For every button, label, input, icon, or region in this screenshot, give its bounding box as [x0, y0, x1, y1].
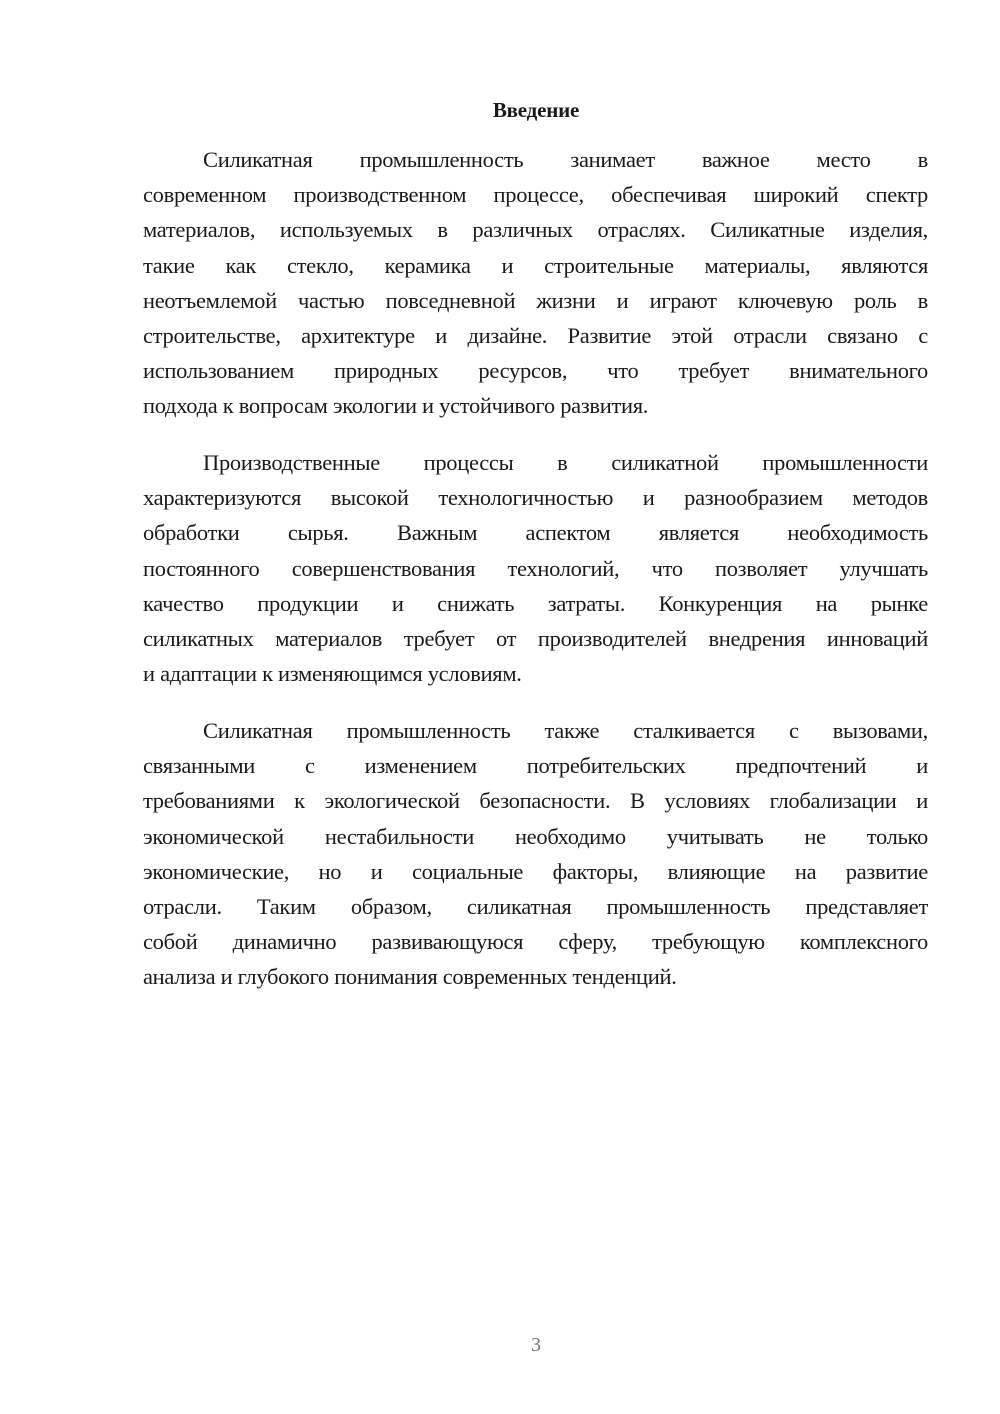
text-line: экономической нестабильности необходимо учитывать не только: [143, 823, 928, 849]
text-line: такие как стекло, керамика и строительные материалы, являются: [143, 252, 928, 278]
page-number: 3: [531, 1334, 541, 1356]
text-line: неотъемлемой частью повседневной жизни и играют ключевую роль в: [143, 287, 928, 313]
text-line: постоянного совершенствования технологий, что позволяет улучшать: [143, 555, 928, 581]
text-line: силикатных материалов требует от производителей внедрения инноваций: [143, 625, 928, 651]
text-line: анализа и глубокого понимания современных тенденций.: [143, 964, 677, 990]
text-line: качество продукции и снижать затраты. Конкуренция на рынке: [143, 590, 928, 616]
text-line: характеризуются высокой технологичностью и разнообразием методов: [143, 485, 928, 511]
text-line: подхода к вопросам экологии и устойчивого развития.: [143, 393, 649, 419]
text-line: экономические, но и социальные факторы, влияющие на развитие: [143, 858, 928, 884]
section-title: Введение: [492, 98, 580, 122]
text-line: современном производственном процессе, обеспечивая широкий спектр: [143, 182, 928, 208]
paragraph-1: [143, 142, 928, 424]
text-line: Силикатная промышленность занимает важное место в: [203, 147, 928, 172]
text-line: требованиями к экологической безопасности. В условиях глобализации и: [143, 788, 928, 814]
text-line: строительстве, архитектуре и дизайне. Развитие этой отрасли связано с: [143, 322, 928, 348]
paragraph-2: [143, 445, 928, 691]
text-line: материалов, используемых в различных отраслях. Силикатные изделия,: [143, 217, 928, 243]
text-line: Силикатная промышленность также сталкивается с вызовами,: [203, 718, 928, 743]
text-line: отрасли. Таким образом, силикатная промышленность представляет: [143, 893, 928, 919]
text-line: Производственные процессы в силикатной промышленности: [203, 450, 928, 475]
text-line: и адаптации к изменяющимся условиям.: [143, 661, 522, 687]
text-line: собой динамично развивающуюся сферу, требующую комплексного: [143, 929, 928, 955]
text-line: связанными с изменением потребительских предпочтений и: [143, 753, 928, 779]
text-line: обработки сырья. Важным аспектом является необходимость: [143, 520, 928, 546]
paragraph-3: [143, 713, 928, 995]
text-line: использованием природных ресурсов, что требует внимательного: [143, 358, 928, 384]
